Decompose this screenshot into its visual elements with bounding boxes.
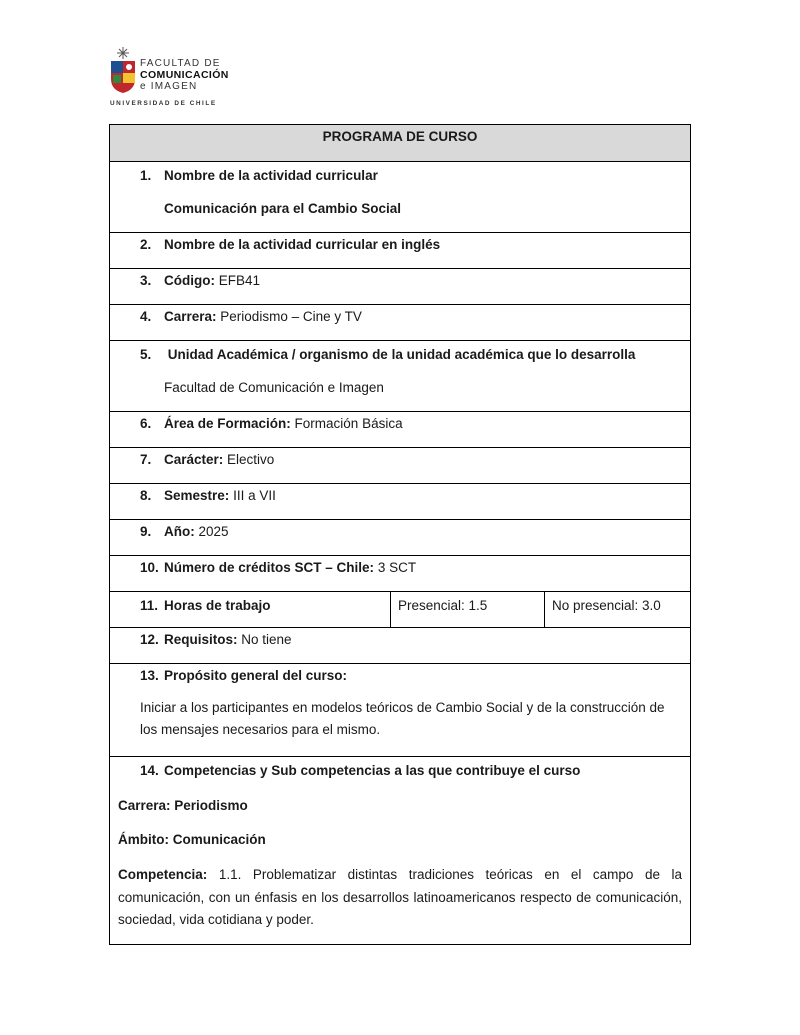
faculty-line-2: COMUNICACIÓN (140, 68, 229, 81)
item-4-row (110, 304, 690, 340)
item-2-label: Nombre de la actividad curricular en inglés (164, 237, 441, 252)
item-9-row (110, 519, 690, 555)
item-6-number: 6. (140, 416, 152, 431)
item-4-label: Carrera: (164, 309, 217, 324)
item-11-row (110, 591, 690, 627)
item-12-label: Requisitos: (164, 632, 238, 647)
item-4-value: Periodismo – Cine y TV (220, 309, 362, 324)
item-8-row (110, 483, 690, 519)
item-11-label: Horas de trabajo (164, 598, 271, 613)
item-5-value: Facultad de Comunicación e Imagen (164, 380, 384, 395)
item-3-value: EFB41 (218, 273, 261, 288)
item-5-number: 5. (140, 347, 152, 362)
course-purpose-text: Iniciar a los participantes en modelos teóricos de Cambio Social y de la construcción de los mensajes necesarios para el mismo. (140, 700, 665, 737)
item-2-number: 2. (140, 237, 152, 252)
item-10-number: 10. (140, 560, 159, 575)
competency-label: Competencia: (118, 867, 208, 882)
table-title: PROGRAMA DE CURSO (110, 125, 690, 161)
university-crest-icon (110, 46, 136, 94)
university-name: UNIVERSIDAD DE CHILE (110, 100, 217, 107)
item-1-label: Nombre de la actividad curricular (164, 168, 378, 183)
competency-paragraph (118, 864, 682, 932)
item-6-value: Formación Básica (294, 416, 403, 431)
item-5-row (110, 340, 690, 411)
item-9-number: 9. (140, 524, 152, 539)
item-11-number: 11. (140, 598, 159, 613)
item-7-row (110, 447, 690, 483)
competency-scope: Ámbito: Comunicación (118, 832, 266, 847)
faculty-line-3: e IMAGEN (140, 81, 198, 92)
item-12-row (110, 627, 690, 663)
item-14-row (110, 756, 690, 944)
item-11-label-cell (110, 592, 391, 627)
item-9-value: 2025 (198, 524, 229, 539)
no-presencial-hours: No presencial: 3.0 (552, 598, 661, 613)
item-1-number: 1. (140, 168, 152, 183)
item-10-value: 3 SCT (377, 560, 417, 575)
item-14-label: Competencias y Sub competencias a las que contribuye el curso (164, 763, 581, 778)
item-13-row (110, 663, 690, 756)
item-7-number: 7. (140, 452, 152, 467)
item-1-row (110, 161, 690, 232)
item-10-row (110, 555, 690, 591)
item-6-label: Área de Formación: (164, 416, 291, 431)
item-13-label: Propósito general del curso: (164, 668, 348, 683)
item-7-label: Carácter: (164, 452, 224, 467)
item-10-label: Número de créditos SCT – Chile: (164, 560, 375, 575)
item-9-label: Año: (164, 524, 195, 539)
faculty-name (140, 58, 229, 93)
item-13-number: 13. (140, 668, 159, 683)
item-8-value: III a VII (233, 488, 276, 503)
course-program-table (109, 124, 691, 945)
item-12-number: 12. (140, 632, 159, 647)
competency-text: 1.1. Problematizar distintas tradiciones teóricas en el campo de la comunicación, con un énfasis en los desarrollos latinoamericanos respecto de comunicación, sociedad, vida cotidiana y poder. (118, 867, 682, 927)
item-12-value: No tiene (241, 632, 292, 647)
item-3-row (110, 268, 690, 304)
item-2-row (110, 232, 690, 268)
item-1-value: Comunicación para el Cambio Social (164, 201, 402, 216)
item-5-label: Unidad Académica / organismo de la unidad académica que lo desarrolla (167, 347, 636, 362)
faculty-logo (108, 44, 238, 112)
faculty-line-1: FACULTAD DE (140, 58, 221, 69)
item-3-number: 3. (140, 273, 152, 288)
item-4-number: 4. (140, 309, 152, 324)
item-7-value: Electivo (227, 452, 275, 467)
item-14-number: 14. (140, 763, 159, 778)
item-8-label: Semestre: (164, 488, 230, 503)
item-8-number: 8. (140, 488, 152, 503)
item-3-label: Código: (164, 273, 215, 288)
item-6-row (110, 411, 690, 447)
presencial-hours: Presencial: 1.5 (391, 592, 545, 627)
competency-career: Carrera: Periodismo (118, 798, 248, 813)
